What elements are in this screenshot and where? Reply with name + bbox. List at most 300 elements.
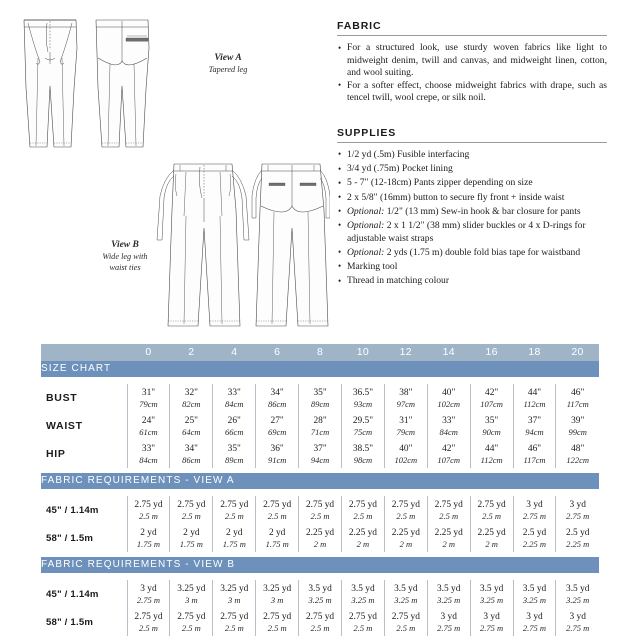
cell-metric: 2.75 m <box>566 622 590 633</box>
table-cell <box>427 384 470 412</box>
spacer-cell <box>41 636 599 641</box>
cell-imperial: 46" <box>527 443 542 454</box>
cell-metric: 94cm <box>310 454 330 465</box>
cell-metric: 107cm <box>480 398 503 409</box>
cell-metric: 3.25 m <box>437 594 461 605</box>
cell-imperial: 2.75 yd <box>477 499 506 510</box>
fabric-list <box>337 42 607 105</box>
table-cell <box>384 440 427 468</box>
table-row <box>41 524 599 552</box>
table-cell <box>556 384 599 412</box>
cell-metric: 1.75 m <box>179 538 203 549</box>
list-item <box>337 163 607 176</box>
size-header-cell: 6 <box>256 344 299 361</box>
section-band-row <box>41 361 599 377</box>
cell-metric: 2.25 m <box>566 538 590 549</box>
section-band-label: SIZE CHART <box>41 361 599 377</box>
cell-imperial: 33" <box>141 443 156 454</box>
cell-metric: 94cm <box>525 426 544 437</box>
table-row <box>41 440 599 468</box>
cell-imperial: 2.75 yd <box>305 611 335 622</box>
table-cell <box>384 608 427 636</box>
cell-imperial: 3.5 yd <box>394 583 418 594</box>
cell-imperial: 3 yd <box>440 611 457 622</box>
cell-imperial: 2.75 yd <box>263 611 292 622</box>
cell-imperial: 3.25 yd <box>263 583 292 594</box>
table-cell <box>513 412 556 440</box>
size-header-cell: 10 <box>341 344 384 361</box>
cell-imperial: 3 yd <box>569 499 586 510</box>
cell-imperial: 2.5 yd <box>522 527 547 538</box>
view-a-flats <box>14 14 330 154</box>
table-cell <box>556 440 599 468</box>
fabric-section <box>337 20 607 105</box>
cell-metric: 89cm <box>310 398 330 409</box>
table-cell <box>299 608 342 636</box>
cell-imperial: 25" <box>184 415 198 426</box>
chart-body <box>41 344 599 641</box>
cell-imperial: 40" <box>399 443 413 454</box>
view-a-front-back-drawing <box>14 14 174 154</box>
cell-imperial: 2.75 yd <box>220 499 249 510</box>
cell-imperial: 2.25 yd <box>434 527 463 538</box>
cell-imperial: 33" <box>227 387 241 398</box>
cell-imperial: 2.75 yd <box>177 499 206 510</box>
cell-metric: 2.5 m <box>224 510 244 521</box>
cell-imperial: 37" <box>527 415 542 426</box>
cell-imperial: 2.75 yd <box>134 499 163 510</box>
cell-metric: 2 m <box>485 538 498 549</box>
view-b-caption <box>70 240 180 273</box>
table-cell <box>256 412 299 440</box>
table-cell <box>513 384 556 412</box>
table-cell <box>341 580 384 608</box>
size-header-cell: 12 <box>384 344 427 361</box>
cell-imperial: 42" <box>442 443 456 454</box>
cell-metric: 2.75 m <box>566 510 590 521</box>
cell-metric: 122cm <box>566 454 590 465</box>
supply-text: Thread in matching colour <box>347 275 450 287</box>
cell-metric: 102cm <box>437 398 461 409</box>
table-cell <box>170 496 213 524</box>
cell-metric: 2 m <box>442 538 455 549</box>
list-item <box>337 261 607 274</box>
table-cell <box>384 384 427 412</box>
spacer-row <box>41 489 599 496</box>
table-cell <box>341 608 384 636</box>
row-label: WAIST <box>41 412 127 440</box>
cell-metric: 2.5 m <box>139 510 158 521</box>
view-a-subtitle: Tapered leg <box>208 65 248 74</box>
list-item <box>337 192 607 205</box>
cell-imperial: 2.25 yd <box>391 527 420 538</box>
table-cell <box>213 496 256 524</box>
table-row <box>41 384 599 412</box>
cell-metric: 2.5 m <box>482 510 502 521</box>
cell-imperial: 2.75 yd <box>391 499 420 510</box>
optional-label: Optional: <box>347 246 385 258</box>
supplies-heading: SUPPLIES <box>337 126 397 139</box>
supply-text: Marking tool <box>347 260 398 272</box>
cell-imperial: 2.75 yd <box>220 611 249 622</box>
supply-text: 2 x 5/8" (16mm) button to secure fly front + inside waist <box>347 191 565 203</box>
cell-metric: 1.75 m <box>136 538 161 549</box>
table-cell <box>299 384 342 412</box>
cell-imperial: 34" <box>270 387 284 398</box>
cell-metric: 71cm <box>310 426 330 437</box>
table-cell <box>256 524 299 552</box>
cell-metric: 3.25 m <box>522 594 547 605</box>
spacer-row <box>41 636 599 641</box>
fabric-heading: FABRIC <box>337 20 382 32</box>
table-cell <box>341 412 384 440</box>
table-cell <box>427 496 470 524</box>
cell-imperial: 2.75 yd <box>391 611 420 622</box>
cell-imperial: 3.5 yd <box>351 583 375 594</box>
table-cell <box>341 496 384 524</box>
supplies-section <box>337 127 607 288</box>
table-cell <box>256 608 299 636</box>
cell-metric: 69cm <box>267 426 287 437</box>
size-header-cell: 16 <box>470 344 513 361</box>
cell-imperial: 35" <box>485 415 499 426</box>
list-item <box>337 149 607 162</box>
cell-imperial: 3.5 yd <box>436 583 461 594</box>
table-cell <box>470 608 513 636</box>
cell-metric: 2.75 m <box>522 622 547 633</box>
cell-metric: 86cm <box>267 398 287 409</box>
cell-metric: 2 m <box>356 538 370 549</box>
cell-metric: 3.25 m <box>394 594 418 605</box>
table-cell <box>384 524 427 552</box>
cell-imperial: 3 yd <box>483 611 500 622</box>
row-label: BUST <box>41 384 127 412</box>
cell-metric: 2.75 m <box>437 622 461 633</box>
cell-imperial: 3.25 yd <box>220 583 249 594</box>
size-header-cell: 4 <box>213 344 256 361</box>
cell-imperial: 26" <box>227 415 241 426</box>
table-cell <box>513 496 556 524</box>
table-cell <box>127 608 170 636</box>
cell-metric: 79cm <box>396 426 416 437</box>
cell-metric: 2.5 m <box>267 510 287 521</box>
cell-metric: 82cm <box>182 398 201 409</box>
cell-metric: 2.75 m <box>522 510 547 521</box>
view-a-caption <box>182 53 274 75</box>
cell-imperial: 29.5" <box>352 415 374 426</box>
cell-metric: 3 m <box>270 594 284 605</box>
row-label: 45" / 1.14m <box>41 496 127 524</box>
cell-imperial: 3.25 yd <box>177 583 206 594</box>
cell-metric: 93cm <box>353 398 373 409</box>
table-cell <box>256 440 299 468</box>
cell-metric: 2.5 m <box>396 622 416 633</box>
spacer-cell <box>41 573 599 580</box>
list-item <box>337 177 607 190</box>
cell-metric: 2.25 m <box>522 538 547 549</box>
table-cell <box>384 412 427 440</box>
cell-metric: 3.25 m <box>480 594 504 605</box>
cell-metric: 2.5 m <box>181 510 201 521</box>
cell-imperial: 48" <box>571 443 585 454</box>
cell-imperial: 3.5 yd <box>566 583 590 594</box>
cell-imperial: 27" <box>270 415 284 426</box>
cell-imperial: 42" <box>485 387 499 398</box>
cell-metric: 84cm <box>439 426 458 437</box>
size-header-cell: 8 <box>299 344 342 361</box>
cell-imperial: 2 yd <box>268 527 286 538</box>
cell-imperial: 35" <box>313 387 327 398</box>
table-row <box>41 608 599 636</box>
cell-metric: 2.5 m <box>396 510 416 521</box>
table-cell <box>170 608 213 636</box>
table-cell <box>341 440 384 468</box>
cell-metric: 2.5 m <box>224 622 244 633</box>
table-row <box>41 580 599 608</box>
cell-imperial: 2.75 yd <box>305 499 335 510</box>
cell-metric: 2.5 m <box>310 622 330 633</box>
cell-metric: 3.25 m <box>566 594 590 605</box>
cell-metric: 66cm <box>225 426 244 437</box>
view-b-subtitle-line-1: Wide leg with <box>102 252 148 261</box>
cell-metric: 2 m <box>313 538 327 549</box>
row-label: HIP <box>41 440 127 468</box>
cell-metric: 79cm <box>139 398 158 409</box>
table-cell <box>256 496 299 524</box>
table-cell <box>256 384 299 412</box>
table-cell <box>513 524 556 552</box>
cell-imperial: 2.75 yd <box>434 499 463 510</box>
size-header-cell: 14 <box>427 344 470 361</box>
size-header-cell: 20 <box>556 344 599 361</box>
size-header-cell: 18 <box>513 344 556 361</box>
cell-metric: 2.5 m <box>267 622 287 633</box>
measurement-and-yardage-chart <box>41 344 599 641</box>
cell-imperial: 36.5" <box>352 387 374 398</box>
cell-imperial: 35" <box>227 443 241 454</box>
cell-imperial: 3 yd <box>526 611 543 622</box>
cell-imperial: 38" <box>399 387 413 398</box>
table-cell <box>127 524 170 552</box>
table-cell <box>127 496 170 524</box>
cell-imperial: 31" <box>141 387 156 398</box>
list-item <box>337 220 607 245</box>
table-cell <box>213 608 256 636</box>
supply-text: 1/2 yd (.5m) Fusible interfacing <box>347 148 470 160</box>
notes-column <box>337 20 607 289</box>
cell-metric: 1.75 m <box>222 538 246 549</box>
table-cell <box>213 524 256 552</box>
table-cell <box>127 384 170 412</box>
table-cell <box>299 580 342 608</box>
cell-imperial: 3.5 yd <box>308 583 332 594</box>
cell-imperial: 2.75 yd <box>348 611 377 622</box>
list-item: • For a structured look, use sturdy woven fabrics like light to midweight denim, twill and canvas, and midweight linen, cotton, and wool suiting. <box>337 42 607 80</box>
section-band-row <box>41 557 599 573</box>
cell-metric: 2.5 m <box>353 510 373 521</box>
section-band-label: FABRIC REQUIREMENTS - VIEW B <box>41 557 599 573</box>
cell-imperial: 32" <box>184 387 198 398</box>
optional-label: Optional: <box>347 205 385 217</box>
technical-flat-illustrations <box>14 8 330 328</box>
table-cell <box>427 524 470 552</box>
list-item <box>337 247 607 260</box>
table-cell <box>556 580 599 608</box>
table-cell <box>384 496 427 524</box>
table-cell <box>556 608 599 636</box>
cell-imperial: 36" <box>270 443 284 454</box>
section-band-row <box>41 473 599 489</box>
cell-metric: 2.75 m <box>136 594 161 605</box>
cell-imperial: 34" <box>184 443 198 454</box>
table-cell <box>127 440 170 468</box>
list-item <box>337 206 607 219</box>
table-cell <box>470 440 513 468</box>
size-header-cell: 2 <box>170 344 213 361</box>
cell-imperial: 39" <box>571 415 585 426</box>
row-label: 58" / 1.5m <box>41 608 127 636</box>
cell-imperial: 40" <box>442 387 456 398</box>
cell-metric: 91cm <box>267 454 287 465</box>
cell-metric: 112cm <box>523 398 546 409</box>
size-header-cell: 0 <box>127 344 170 361</box>
table-cell <box>556 412 599 440</box>
table-cell <box>384 580 427 608</box>
table-cell <box>256 580 299 608</box>
cell-imperial: 2.75 yd <box>348 499 377 510</box>
table-cell <box>513 580 556 608</box>
chart-table <box>41 344 599 641</box>
cell-imperial: 24" <box>141 415 156 426</box>
table-cell <box>170 580 213 608</box>
table-cell <box>427 412 470 440</box>
table-cell <box>213 412 256 440</box>
table-cell <box>170 524 213 552</box>
cell-imperial: 2.75 yd <box>134 611 163 622</box>
table-cell <box>470 524 513 552</box>
table-cell <box>213 384 256 412</box>
cell-metric: 84cm <box>225 398 244 409</box>
table-cell <box>427 580 470 608</box>
cell-imperial: 2.75 yd <box>177 611 206 622</box>
cell-imperial: 38.5" <box>352 443 374 454</box>
table-cell <box>470 412 513 440</box>
cell-metric: 2.5 m <box>310 510 330 521</box>
cell-metric: 75cm <box>353 426 373 437</box>
cell-metric: 86cm <box>182 454 201 465</box>
cell-metric: 117cm <box>566 398 589 409</box>
cell-imperial: 3.5 yd <box>522 583 547 594</box>
cell-imperial: 28" <box>313 415 327 426</box>
cell-imperial: 3 yd <box>526 499 543 510</box>
cell-metric: 2.5 m <box>139 622 158 633</box>
optional-label: Optional: <box>347 219 385 231</box>
cell-imperial: 3.5 yd <box>479 583 504 594</box>
size-header-row <box>41 344 599 361</box>
row-label: 45" / 1.14m <box>41 580 127 608</box>
cell-metric: 2.5 m <box>181 622 201 633</box>
view-b-title: View B <box>111 240 139 250</box>
cell-metric: 2 m <box>399 538 413 549</box>
cell-imperial: 2.25 yd <box>477 527 506 538</box>
supplies-divider <box>337 142 607 143</box>
table-cell <box>556 524 599 552</box>
cell-metric: 90cm <box>482 426 501 437</box>
cell-imperial: 2.75 yd <box>263 499 292 510</box>
cell-imperial: 37" <box>313 443 327 454</box>
size-header-corner <box>41 344 127 361</box>
spacer-cell <box>41 377 599 384</box>
spacer-row <box>41 377 599 384</box>
supply-text: 2 x 1 1/2" (38 mm) slider buckles or 4 x D-rings for adjustable waist straps <box>347 219 586 244</box>
table-cell <box>299 524 342 552</box>
cell-metric: 107cm <box>437 454 461 465</box>
table-row <box>41 496 599 524</box>
table-cell <box>299 440 342 468</box>
table-cell <box>213 440 256 468</box>
cell-imperial: 2.25 yd <box>348 527 377 538</box>
table-cell <box>127 412 170 440</box>
table-cell <box>170 440 213 468</box>
table-cell <box>299 412 342 440</box>
cell-metric: 3 m <box>228 594 241 605</box>
cell-imperial: 3 yd <box>569 611 586 622</box>
view-b-subtitle-line-2: waist ties <box>109 263 141 272</box>
section-band-label: FABRIC REQUIREMENTS - VIEW A <box>41 473 599 489</box>
cell-metric: 97cm <box>396 398 416 409</box>
supply-text: 5 - 7" (12-18cm) Pants zipper depending on size <box>347 177 533 189</box>
cell-metric: 2.75 m <box>480 622 504 633</box>
supply-text: 1/2" (13 mm) Sew-in hook & bar closure for pants <box>386 205 581 217</box>
fabric-divider <box>337 35 607 36</box>
spacer-cell <box>41 489 599 496</box>
table-row <box>41 412 599 440</box>
cell-metric: 89cm <box>225 454 244 465</box>
cell-metric: 64cm <box>182 426 201 437</box>
cell-metric: 3.25 m <box>308 594 332 605</box>
list-item: • For a softer effect, choose midweight fabrics with drape, such as tencel twill, wool crepe, or silk noil. <box>337 80 607 105</box>
list-item <box>337 275 607 288</box>
table-cell <box>341 524 384 552</box>
cell-metric: 99cm <box>568 426 587 437</box>
table-cell <box>470 384 513 412</box>
cell-metric: 102cm <box>394 454 418 465</box>
cell-imperial: 2 yd <box>140 527 157 538</box>
supply-text: 3/4 yd (.75m) Pocket lining <box>347 163 453 175</box>
cell-metric: 2.5 m <box>353 622 373 633</box>
spacer-row <box>41 573 599 580</box>
table-cell <box>513 440 556 468</box>
supplies-list <box>337 149 607 288</box>
cell-metric: 98cm <box>353 454 373 465</box>
table-cell <box>170 384 213 412</box>
cell-metric: 2.5 m <box>439 510 459 521</box>
cell-imperial: 33" <box>442 415 456 426</box>
cell-metric: 84cm <box>139 454 158 465</box>
table-cell <box>427 440 470 468</box>
table-cell <box>170 412 213 440</box>
table-cell <box>127 580 170 608</box>
table-cell <box>513 608 556 636</box>
table-cell <box>213 580 256 608</box>
cell-imperial: 2 yd <box>226 527 243 538</box>
row-label: 58" / 1.5m <box>41 524 127 552</box>
cell-imperial: 44" <box>485 443 499 454</box>
cell-imperial: 31" <box>399 415 413 426</box>
cell-metric: 61cm <box>139 426 158 437</box>
cell-imperial: 3 yd <box>140 583 157 594</box>
cell-imperial: 2.5 yd <box>566 527 590 538</box>
